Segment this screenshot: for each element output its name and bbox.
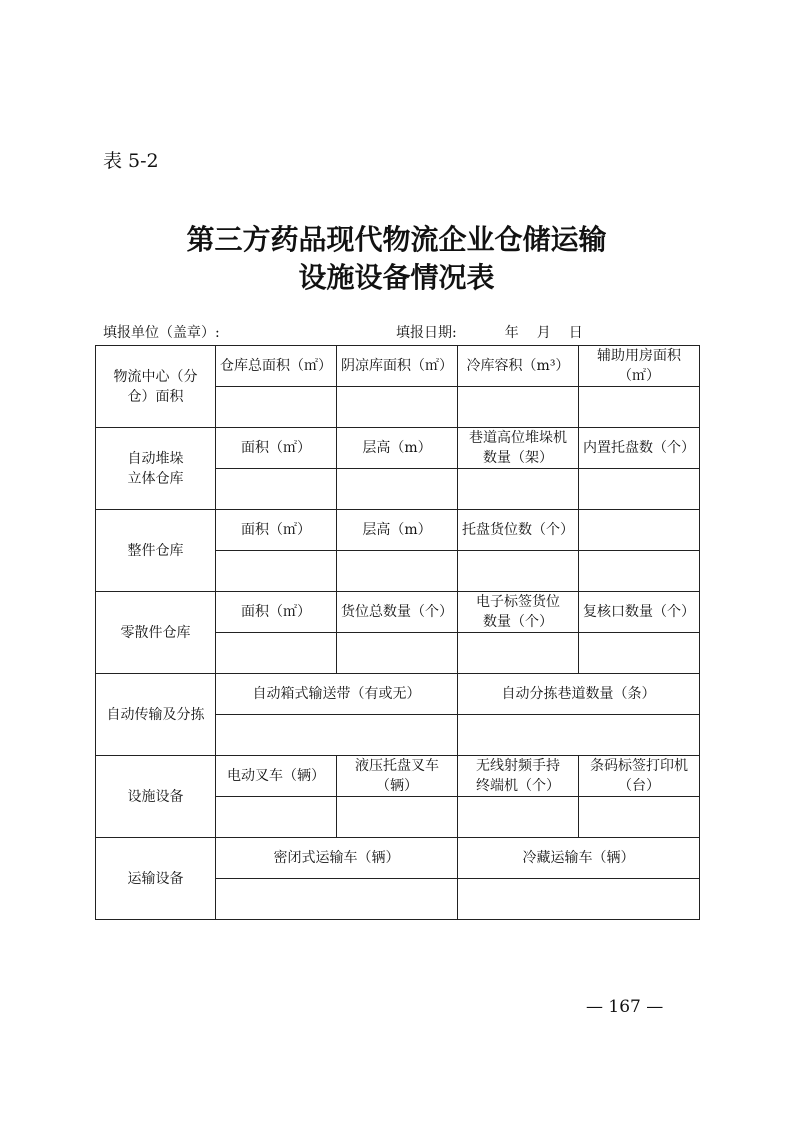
input-cell[interactable] [579, 633, 700, 674]
header-cell: 密闭式运输车（辆） [216, 838, 458, 879]
table-row [96, 674, 700, 715]
input-cell[interactable] [337, 551, 458, 592]
header-cell: 辅助用房面积（㎡） [579, 346, 700, 387]
input-cell[interactable] [216, 715, 458, 756]
header-cell: 自动箱式输送带（有或无） [216, 674, 458, 715]
header-cell: 自动分拣巷道数量（条） [458, 674, 700, 715]
input-cell[interactable] [337, 797, 458, 838]
row-label-auto-conveying-sorting: 自动传输及分拣 [96, 674, 216, 756]
table-row [96, 510, 700, 551]
table-row [96, 346, 700, 387]
input-cell[interactable] [458, 879, 700, 920]
reporting-date-label: 填报日期: [396, 325, 457, 341]
row-label-transport-equipment: 运输设备 [96, 838, 216, 920]
header-cell: 电子标签货位数量（个） [458, 592, 579, 633]
header-cell: 液压托盘叉车（辆） [337, 756, 458, 797]
input-cell[interactable] [579, 469, 700, 510]
input-cell[interactable] [216, 469, 337, 510]
input-cell[interactable] [216, 797, 337, 838]
header-cell: 面积（㎡） [216, 510, 337, 551]
row-label-facility-equipment: 设施设备 [96, 756, 216, 838]
input-cell[interactable] [216, 387, 337, 428]
header-cell: 复核口数量（个） [579, 592, 700, 633]
header-cell: 层高（m） [337, 428, 458, 469]
date-month: 月 [536, 325, 551, 341]
table-row [96, 756, 700, 797]
input-cell[interactable] [216, 879, 458, 920]
header-cell: 冷藏运输车（辆） [458, 838, 700, 879]
table-row [96, 838, 700, 879]
header-cell: 面积（㎡） [216, 428, 337, 469]
input-cell[interactable] [579, 797, 700, 838]
input-cell[interactable] [579, 551, 700, 592]
input-cell[interactable] [458, 469, 579, 510]
date-day: 日 [568, 325, 583, 341]
header-cell: 巷道高位堆垛机数量（架） [458, 428, 579, 469]
input-cell[interactable] [579, 387, 700, 428]
header-cell: 条码标签打印机（台） [579, 756, 700, 797]
facilities-table [95, 345, 700, 920]
header-cell: 仓库总面积（㎡） [216, 346, 337, 387]
table-row [96, 428, 700, 469]
row-label-bulk-parts-warehouse: 零散件仓库 [96, 592, 216, 674]
input-cell[interactable] [458, 633, 579, 674]
input-cell[interactable] [458, 715, 700, 756]
page-number: — 167 — [586, 997, 664, 1017]
input-cell[interactable] [458, 387, 579, 428]
input-cell[interactable] [216, 633, 337, 674]
input-cell[interactable] [337, 387, 458, 428]
header-cell: 托盘货位数（个） [458, 510, 579, 551]
document-title-line1: 第三方药品现代物流企业仓储运输 [186, 223, 607, 256]
reporting-date [396, 322, 583, 342]
header-cell: 电动叉车（辆） [216, 756, 337, 797]
header-cell: 货位总数量（个） [337, 592, 458, 633]
row-label-asrs-warehouse: 自动堆垛立体仓库 [96, 428, 216, 510]
header-cell: 内置托盘数（个） [579, 428, 700, 469]
reporting-unit-label: 填报单位（盖章）: [103, 325, 220, 341]
row-label-logistics-center: 物流中心（分仓）面积 [96, 346, 216, 428]
table-row [96, 592, 700, 633]
input-cell[interactable] [337, 469, 458, 510]
row-label-whole-case-warehouse: 整件仓库 [96, 510, 216, 592]
header-cell: 冷库容积（m³） [458, 346, 579, 387]
header-cell: 无线射频手持终端机（个） [458, 756, 579, 797]
input-cell[interactable] [458, 797, 579, 838]
input-cell[interactable] [458, 551, 579, 592]
header-cell: 面积（㎡） [216, 592, 337, 633]
header-cell: 层高（m） [337, 510, 458, 551]
document-title-line2: 设施设备情况表 [298, 261, 495, 294]
date-year: 年 [504, 325, 519, 341]
header-cell: 阴凉库面积（㎡） [337, 346, 458, 387]
table-number: 表 5-2 [103, 150, 159, 172]
input-cell[interactable] [337, 633, 458, 674]
header-cell [579, 510, 700, 551]
input-cell[interactable] [216, 551, 337, 592]
